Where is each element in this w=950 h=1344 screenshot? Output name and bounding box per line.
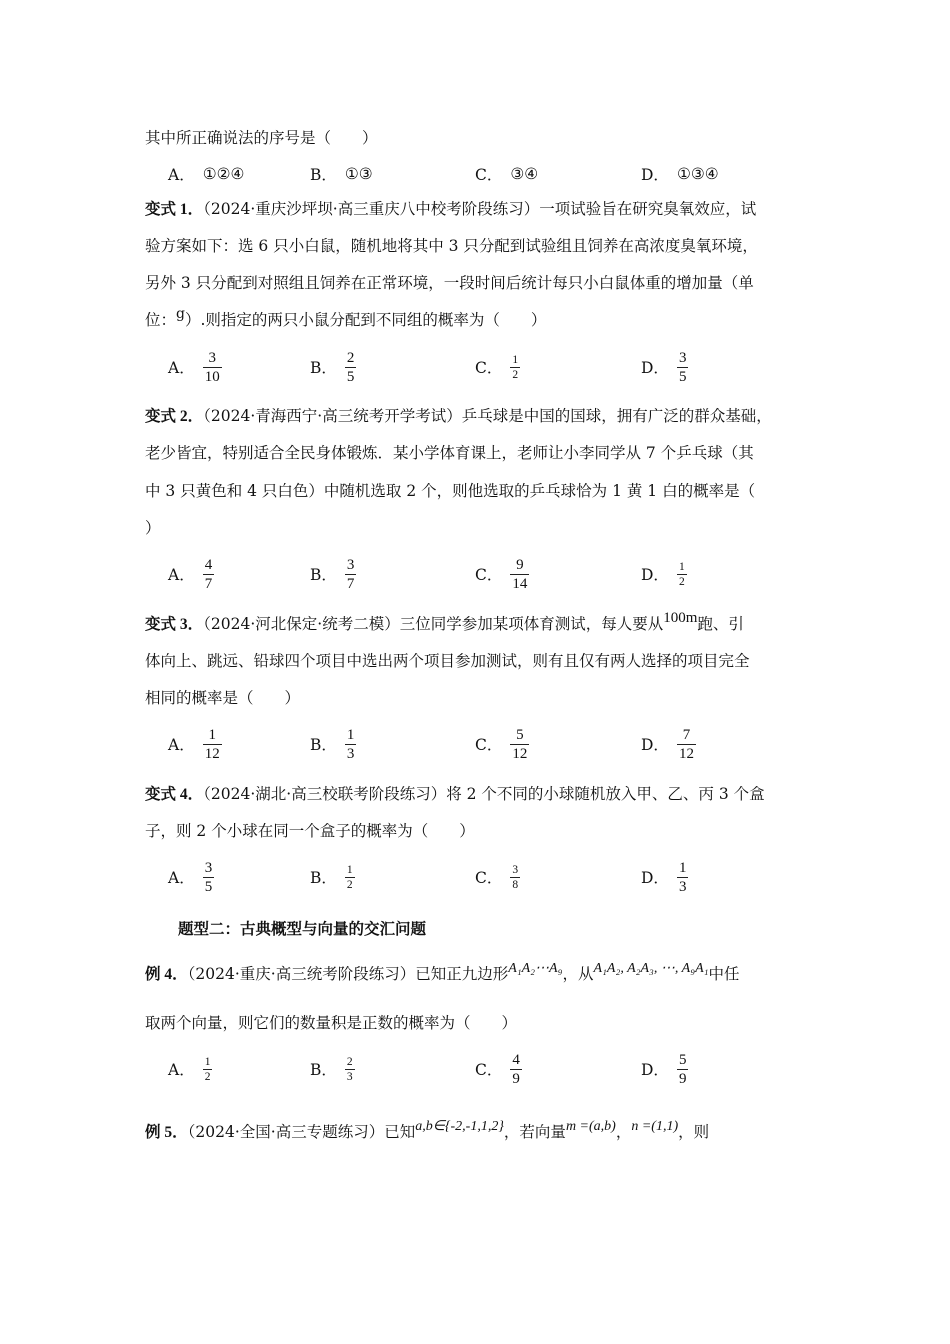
option-a[interactable]: A． ①②④	[168, 165, 245, 184]
distance-100m: 100m	[663, 610, 698, 626]
v2-line3: 中 3 只黄色和 4 只白色）中随机选取 2 个，则他选取的乒乓球恰为 1 黄 1 白的概率是（	[145, 482, 756, 500]
v1-line1: 变式 1．（2024·重庆沙坪坝·高三重庆八中校考阶段练习）一项试验旨在研究臭氧效应，试	[145, 200, 757, 218]
fraction: $\frac{5}{12}$	[512, 726, 528, 762]
option-b[interactable]: B． $\frac{3}{7}$	[310, 556, 355, 592]
ex5-label: 例 5．	[145, 1124, 188, 1141]
vector-n: n =(1,1)	[631, 1119, 679, 1134]
option-b[interactable]: B． $\frac{2}{5}$	[310, 349, 355, 385]
option-c[interactable]: C． ③④	[475, 165, 539, 184]
vector-m: m =(a,b)	[565, 1119, 616, 1134]
fraction: $\frac{1}{12}$	[204, 726, 220, 762]
option-b[interactable]: B． $\frac{1}{3}$	[310, 726, 355, 762]
fraction: $\frac{1}{2}$	[204, 1055, 211, 1083]
v4-line2: 子，则 2 个小球在同一个盒子的概率为（ ）	[145, 822, 475, 840]
option-d[interactable]: D． $\frac{3}{5}$	[641, 349, 687, 385]
fraction: $\frac{9}{14}$	[512, 556, 528, 592]
intro-options	[0, 152, 950, 196]
fraction: $\frac{1}{2}$	[512, 353, 519, 381]
v4-line1: 变式 4．（2024·湖北·高三校联考阶段练习）将 2 个不同的小球随机放入甲、乙、丙 3 个盒	[145, 785, 765, 803]
v2-label: 变式 2．	[145, 408, 204, 425]
unit-g: g	[176, 306, 185, 322]
option-b[interactable]: B． ①③	[310, 165, 373, 184]
fraction: $\frac{5}{9}$	[678, 1051, 687, 1087]
option-a[interactable]: A． $\frac{1}{12}$	[168, 726, 220, 762]
option-a[interactable]: A． $\frac{1}{2}$	[168, 1055, 211, 1083]
option-c[interactable]: C． $\frac{1}{2}$	[475, 353, 519, 381]
v4-label: 变式 4．	[145, 786, 204, 803]
option-c[interactable]: C． $\frac{9}{14}$	[475, 556, 528, 592]
v1-line4: 位：g）.则指定的两只小鼠分配到不同组的概率为（ ）	[145, 306, 547, 329]
ex4-label: 例 4．	[145, 966, 188, 983]
fraction: $\frac{3}{5}$	[678, 349, 687, 385]
fraction: $\frac{1}{2}$	[678, 560, 685, 588]
v3-line3: 相同的概率是（ ）	[145, 689, 301, 707]
v1-options	[0, 345, 950, 389]
fraction: $\frac{1}{3}$	[346, 726, 355, 762]
v4-options	[0, 855, 950, 899]
option-d[interactable]: D． $\frac{7}{12}$	[641, 726, 694, 762]
option-a[interactable]: A． $\frac{4}{7}$	[168, 556, 213, 592]
fraction: $\frac{3}{7}$	[346, 556, 355, 592]
section-title: 题型二：古典概型与向量的交汇问题	[178, 919, 427, 938]
v1-line2: 验方案如下：选 6 只小白鼠，随机地将其中 3 只分配到试验组且饲养在高浓度臭氧环境，	[145, 237, 758, 255]
fraction: $\frac{3}{5}$	[204, 859, 213, 895]
fraction: $\frac{4}{9}$	[512, 1051, 520, 1087]
v3-options	[0, 722, 950, 766]
option-c[interactable]: C． $\frac{4}{9}$	[475, 1051, 520, 1087]
fraction: $\frac{3}{10}$	[204, 349, 220, 385]
option-a[interactable]: A． $\frac{3}{5}$	[168, 859, 213, 895]
option-d[interactable]: D． $\frac{1}{3}$	[641, 859, 687, 895]
option-d[interactable]: D． ①③④	[641, 165, 719, 184]
ex4-options	[0, 1047, 950, 1091]
v2-line4: ）	[145, 519, 161, 537]
fraction: $\frac{2}{3}$	[346, 1055, 353, 1083]
polygon-notation: A₁A₂⋯A₉	[508, 961, 563, 976]
set-notation: a,b∈{-2,-1,1,2}	[415, 1119, 504, 1134]
intro-line: 其中所正确说法的序号是（ ）	[145, 129, 378, 147]
fraction: $\frac{3}{8}$	[512, 863, 519, 891]
option-d[interactable]: D． $\frac{5}{9}$	[641, 1051, 687, 1087]
vector-list: A₁A₂, A₂A₃, ⋯, A₉A₁	[593, 961, 709, 976]
fraction: $\frac{1}{3}$	[678, 859, 687, 895]
fraction: $\frac{4}{7}$	[204, 556, 213, 592]
option-b[interactable]: B． $\frac{2}{3}$	[310, 1055, 353, 1083]
v3-line1: 变式 3．（2024·河北保定·统考二模）三位同学参加某项体育测试，每人要从100m跑、引	[145, 610, 744, 633]
option-c[interactable]: C． $\frac{5}{12}$	[475, 726, 528, 762]
fraction: $\frac{2}{5}$	[346, 349, 355, 385]
fraction: $\frac{1}{2}$	[346, 863, 353, 891]
ex4-line1: 例 4．（2024·重庆·高三统考阶段练习）已知正九边形A₁A₂⋯A₉，从A₁A₂, A₂A₃, ⋯, A₉A₁中任	[145, 961, 740, 983]
v2-line2: 老少皆宜，特别适合全民身体锻炼．某小学体育课上，老师让小李同学从 7 个乒乓球（其	[145, 444, 754, 462]
fraction: $\frac{7}{12}$	[678, 726, 694, 762]
option-d[interactable]: D． $\frac{1}{2}$	[641, 560, 685, 588]
ex5-line1: 例 5．（2024·全国·高三专题练习）已知a,b∈{-2,-1,1,2}，若向量m =(a,b)，n =(1,1)，则	[145, 1119, 710, 1141]
v3-label: 变式 3．	[145, 616, 204, 633]
ex4-line2: 取两个向量，则它们的数量积是正数的概率为（ ）	[145, 1014, 518, 1032]
option-b[interactable]: B． $\frac{1}{2}$	[310, 863, 353, 891]
v2-line1: 变式 2．（2024·青海西宁·高三统考开学考试）乒乓球是中国的国球，拥有广泛的群众基础，	[145, 407, 772, 425]
v2-options	[0, 552, 950, 596]
option-c[interactable]: C． $\frac{3}{8}$	[475, 863, 519, 891]
v1-label: 变式 1．	[145, 201, 204, 218]
option-a[interactable]: A． $\frac{3}{10}$	[168, 349, 220, 385]
v3-line2: 体向上、跳远、铅球四个项目中选出两个项目参加测试，则有且仅有两人选择的项目完全	[145, 652, 750, 670]
v1-line3: 另外 3 只分配到对照组且饲养在正常环境，一段时间后统计每只小白鼠体重的增加量（单	[145, 274, 754, 292]
